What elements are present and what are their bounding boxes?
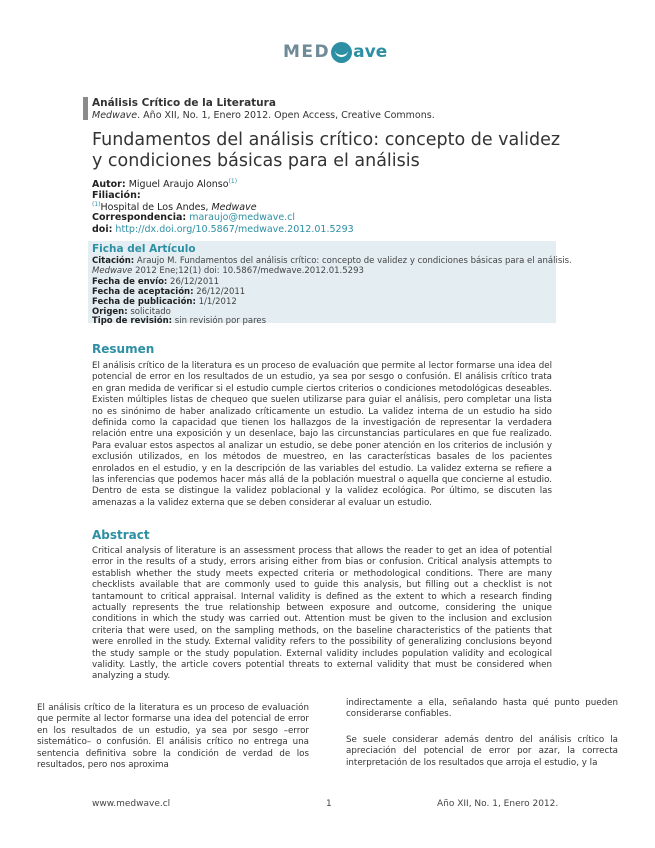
citacion-rest: 2012 Ene;12(1) doi: 10.5867/medwave.2012.01.5293 — [135, 266, 364, 276]
ficha-citacion — [92, 256, 572, 266]
body-right-para-2: Se suele considerar además dentro del análisis crítico la apreciación del potencial de error por azar, la correcta interpretación de los resultados que arroja el estudio, y la — [346, 735, 618, 768]
author-name: Miguel Araujo Alonso — [128, 179, 229, 191]
filiacion-sup: (1) — [92, 201, 101, 208]
ficha-envio — [92, 277, 219, 287]
ficha-title: Ficha del Artículo — [92, 243, 196, 255]
citacion-text: Araujo M. Fundamentos del análisis crítico: concepto de validez y condiciones básicas para el análisis. — [136, 256, 572, 266]
medwave-logo — [283, 40, 387, 64]
revision-value: sin revisión por pares — [174, 316, 267, 326]
logo-text-med: MED — [283, 42, 331, 62]
publicacion-label: Fecha de publicación: — [92, 297, 196, 307]
footer-website[interactable]: www.medwave.cl — [92, 799, 171, 809]
section-marker — [83, 97, 88, 120]
correspondencia-label: Correspondencia: — [92, 212, 187, 223]
section-label: Análisis Crítico de la Literatura — [92, 97, 276, 109]
citacion-label: Citación: — [92, 256, 135, 266]
correspondencia-email[interactable]: maraujo@medwave.cl — [189, 212, 296, 223]
aceptacion-label: Fecha de aceptación: — [92, 287, 194, 297]
correspondencia-line — [92, 212, 295, 223]
author-label: Autor: — [92, 179, 126, 191]
footer-issue: Año XII, No. 1, Enero 2012. — [437, 799, 559, 809]
ficha-aceptacion — [92, 287, 245, 297]
author-sup: (1) — [228, 178, 238, 185]
journal-citation-line — [92, 110, 435, 121]
publicacion-value: 1/1/2012 — [198, 297, 237, 307]
logo-text-ave: ave — [353, 42, 388, 62]
body-left-column: El análisis crítico de la literatura es un proceso de evaluación que permite al lector formarse una idea del potencial de error en los resultados de un estudio, ya sea por sesgo –error sistemático– o confusión. El análisis crítico no entrega una sentencia definitiva sobre la condición de verdad de los resultados, pero nos aproxima — [37, 703, 309, 771]
resumen-heading: Resumen — [92, 342, 155, 356]
ficha-citacion-2 — [92, 266, 364, 276]
citacion-journal: Medwave — [92, 266, 133, 276]
filiacion-label-line — [92, 190, 141, 201]
revision-label: Tipo de revisión: — [92, 316, 173, 326]
abstract-text: Critical analysis of literature is an assessment process that allows the reader to get an idea of potential error in the results of a study, errors arising either from bias or confusion. Critical analysis attempts to establish whether the study meets expected criteria or methodological conditions. There are many checklists available that are commonly used to guide this analysis, but filling out a checklist is not tantamount to critical appraisal. Internal validity is defined as the extent to which a research finding actually represents the true relationship between exposure and outcome, considering the unique conditions in which the study was carried out. Attention must be given to the inclusion and exclusion criteria that were used, on the sampling methods, on the baseline characteristics of the patients that were enrolled in the study. External validity refers to the possibility of generalizing conclusions beyond the study sample or the study population. External validity includes population validity and ecological validity. Lastly, the article covers potential threats to external validity that must be considered when analyzing a study. — [92, 546, 552, 682]
envio-label: Fecha de envío: — [92, 277, 168, 287]
journal-name: Medwave — [92, 110, 138, 121]
abstract-heading: Abstract — [92, 528, 150, 542]
article-title: Fundamentos del análisis crítico: concepto de validez y condiciones básicas para el análisis — [92, 130, 561, 171]
citation-rest: . Año XII, No. 1, Enero 2012. Open Access, Creative Commons. — [137, 110, 435, 121]
filiacion-italic: Medwave — [211, 202, 257, 214]
aceptacion-value: 26/12/2011 — [196, 287, 246, 297]
ficha-publicacion — [92, 297, 237, 307]
body-right-para-1: indirectamente a ella, señalando hasta qué punto pueden considerarse confiables. — [346, 698, 618, 720]
resumen-text: El análisis crítico de la literatura es un proceso de evaluación que permite al lector formarse una idea del potencial de error en los resultados de un estudio, ya sea por sesgo o confusión. El análisis crítico trata en gran medida de verificar si el estudio cumple ciertos criterios o condiciones metodológicas deseables. Existen múltiples listas de chequeo que suelen utilizarse para guiar el análisis, pero completar una lista no es sinónimo de haber analizado críticamente un estudio. La validez interna de un estudio ha sido definida como la capacidad que tienen los hallazgos de la investigación de representar la verdadera relación entre una exposición y un desenlace, bajo las circunstancias particulares en que fue realizado. Para evaluar estos aspectos al analizar un estudio, se debe poner atención en los criterios de inclusión y exclusión utilizados, en los métodos de muestreo, en las características basales de los pacientes enrolados en el estudio, y en la descripción de las variables del estudio. La validez externa se refiere a las inferencias que podemos hacer más allá de la población muestral o aquella que concierne al estudio. Dentro de esta se distingue la validez poblacional y la validez ecológica. Por último, se discuten las amenazas a la validez externa que se deben considerar al evaluar un estudio. — [92, 361, 552, 508]
origen-label: Origen: — [92, 307, 128, 317]
doi-label: doi: — [92, 224, 113, 235]
wave-icon — [331, 42, 352, 63]
ficha-revision — [92, 316, 266, 326]
doi-line — [92, 224, 354, 235]
filiacion-text: Hospital de Los Andes, — [100, 202, 212, 214]
envio-value: 26/12/2011 — [170, 277, 220, 287]
footer-page-number: 1 — [326, 799, 332, 809]
doi-link[interactable]: http://dx.doi.org/10.5867/medwave.2012.01.5293 — [115, 224, 354, 235]
author-line — [92, 178, 237, 190]
origen-value: solicitado — [130, 307, 171, 317]
filiacion-label: Filiación: — [92, 190, 141, 201]
